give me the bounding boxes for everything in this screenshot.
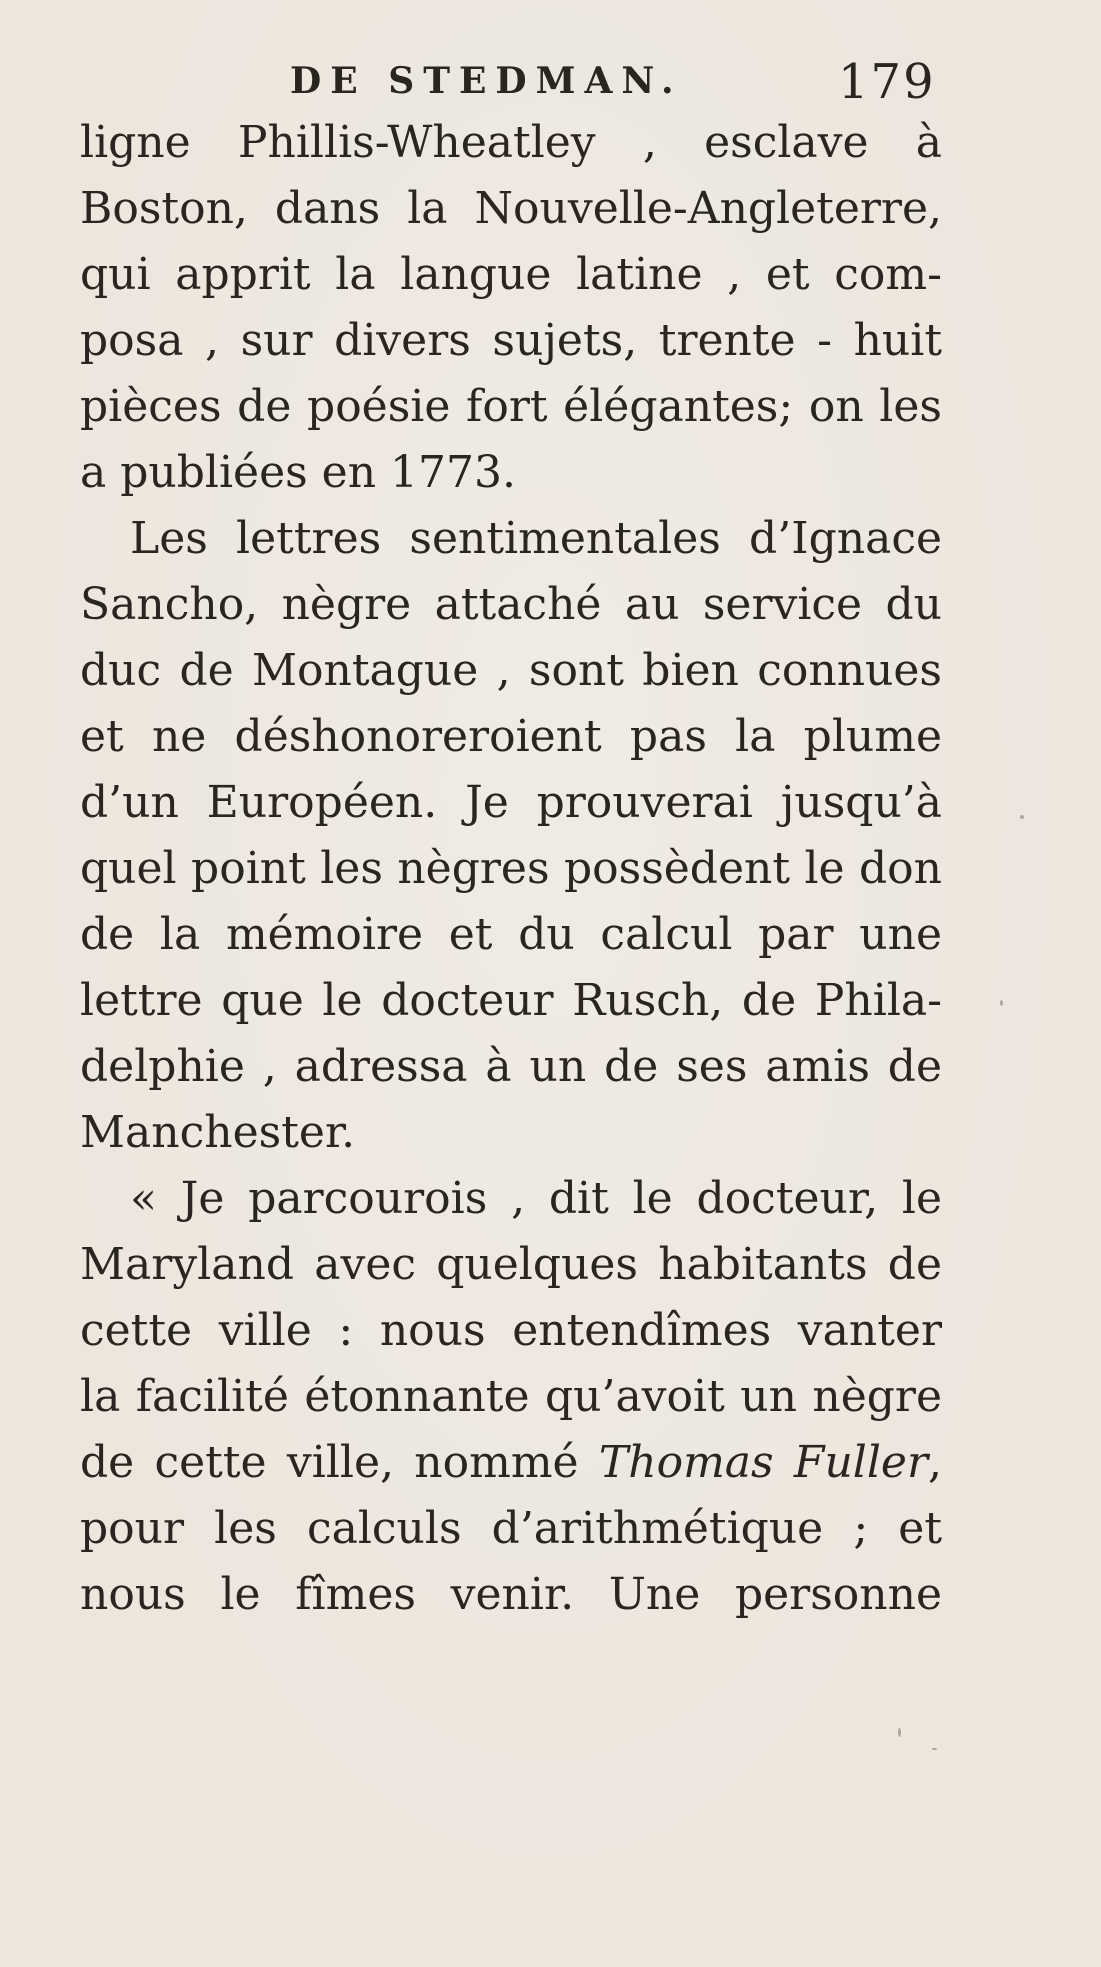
text-line: a publiées en 1773. (80, 447, 517, 498)
text-run: de cette ville, nommé (80, 1437, 599, 1488)
paper-speck (898, 1728, 901, 1737)
text-line: de la mémoire et du calcul par une (80, 909, 942, 960)
text-line: Maryland avec quelques habitants de (80, 1239, 942, 1290)
paper-speck (932, 1748, 937, 1750)
text-line: Sancho, nègre attaché au service du (80, 579, 942, 630)
text-run: , (928, 1437, 942, 1488)
text-line: la facilité étonnante qu’avoit un nègre (80, 1371, 942, 1422)
text-line: ligne Phillis-Wheatley , esclave à (80, 117, 942, 168)
text-line: et ne déshonoreroient pas la plume (80, 711, 942, 762)
text-line: Manchester. (80, 1107, 356, 1158)
paper-speck (1000, 1000, 1003, 1006)
text-line: qui apprit la langue latine , et com- (80, 249, 942, 300)
text-line: lettre que le docteur Rusch, de Phila- (80, 975, 942, 1026)
text-line: posa , sur divers sujets, trente - huit (80, 315, 942, 366)
page-header (0, 56, 1101, 116)
text-line: pour les calculs d’arithmétique ; et (80, 1503, 942, 1554)
text-line: cette ville : nous entendîmes vanter (80, 1305, 942, 1356)
text-line (80, 1430, 942, 1496)
italic-name: Thomas Fuller (598, 1437, 928, 1488)
text-line: quel point les nègres possèdent le don (80, 843, 942, 894)
running-title: DE STEDMAN. (290, 60, 683, 102)
text-line: duc de Montague , sont bien connues (80, 645, 942, 696)
page-number: 179 (838, 54, 936, 110)
text-line: « Je parcourois , dit le docteur, le (130, 1173, 942, 1224)
text-line: d’un Européen. Je prouverai jusqu’à (80, 777, 942, 828)
paper-speck (1020, 815, 1024, 819)
text-line: pièces de poésie fort élégantes; on les (80, 381, 942, 432)
text-line: Boston, dans la Nouvelle-Angleterre, (80, 183, 942, 234)
text-line: Les lettres sentimentales d’Ignace (130, 513, 942, 564)
text-line: delphie , adressa à un de ses amis de (80, 1041, 942, 1092)
text-line: nous le fîmes venir. Une personne (80, 1569, 942, 1620)
